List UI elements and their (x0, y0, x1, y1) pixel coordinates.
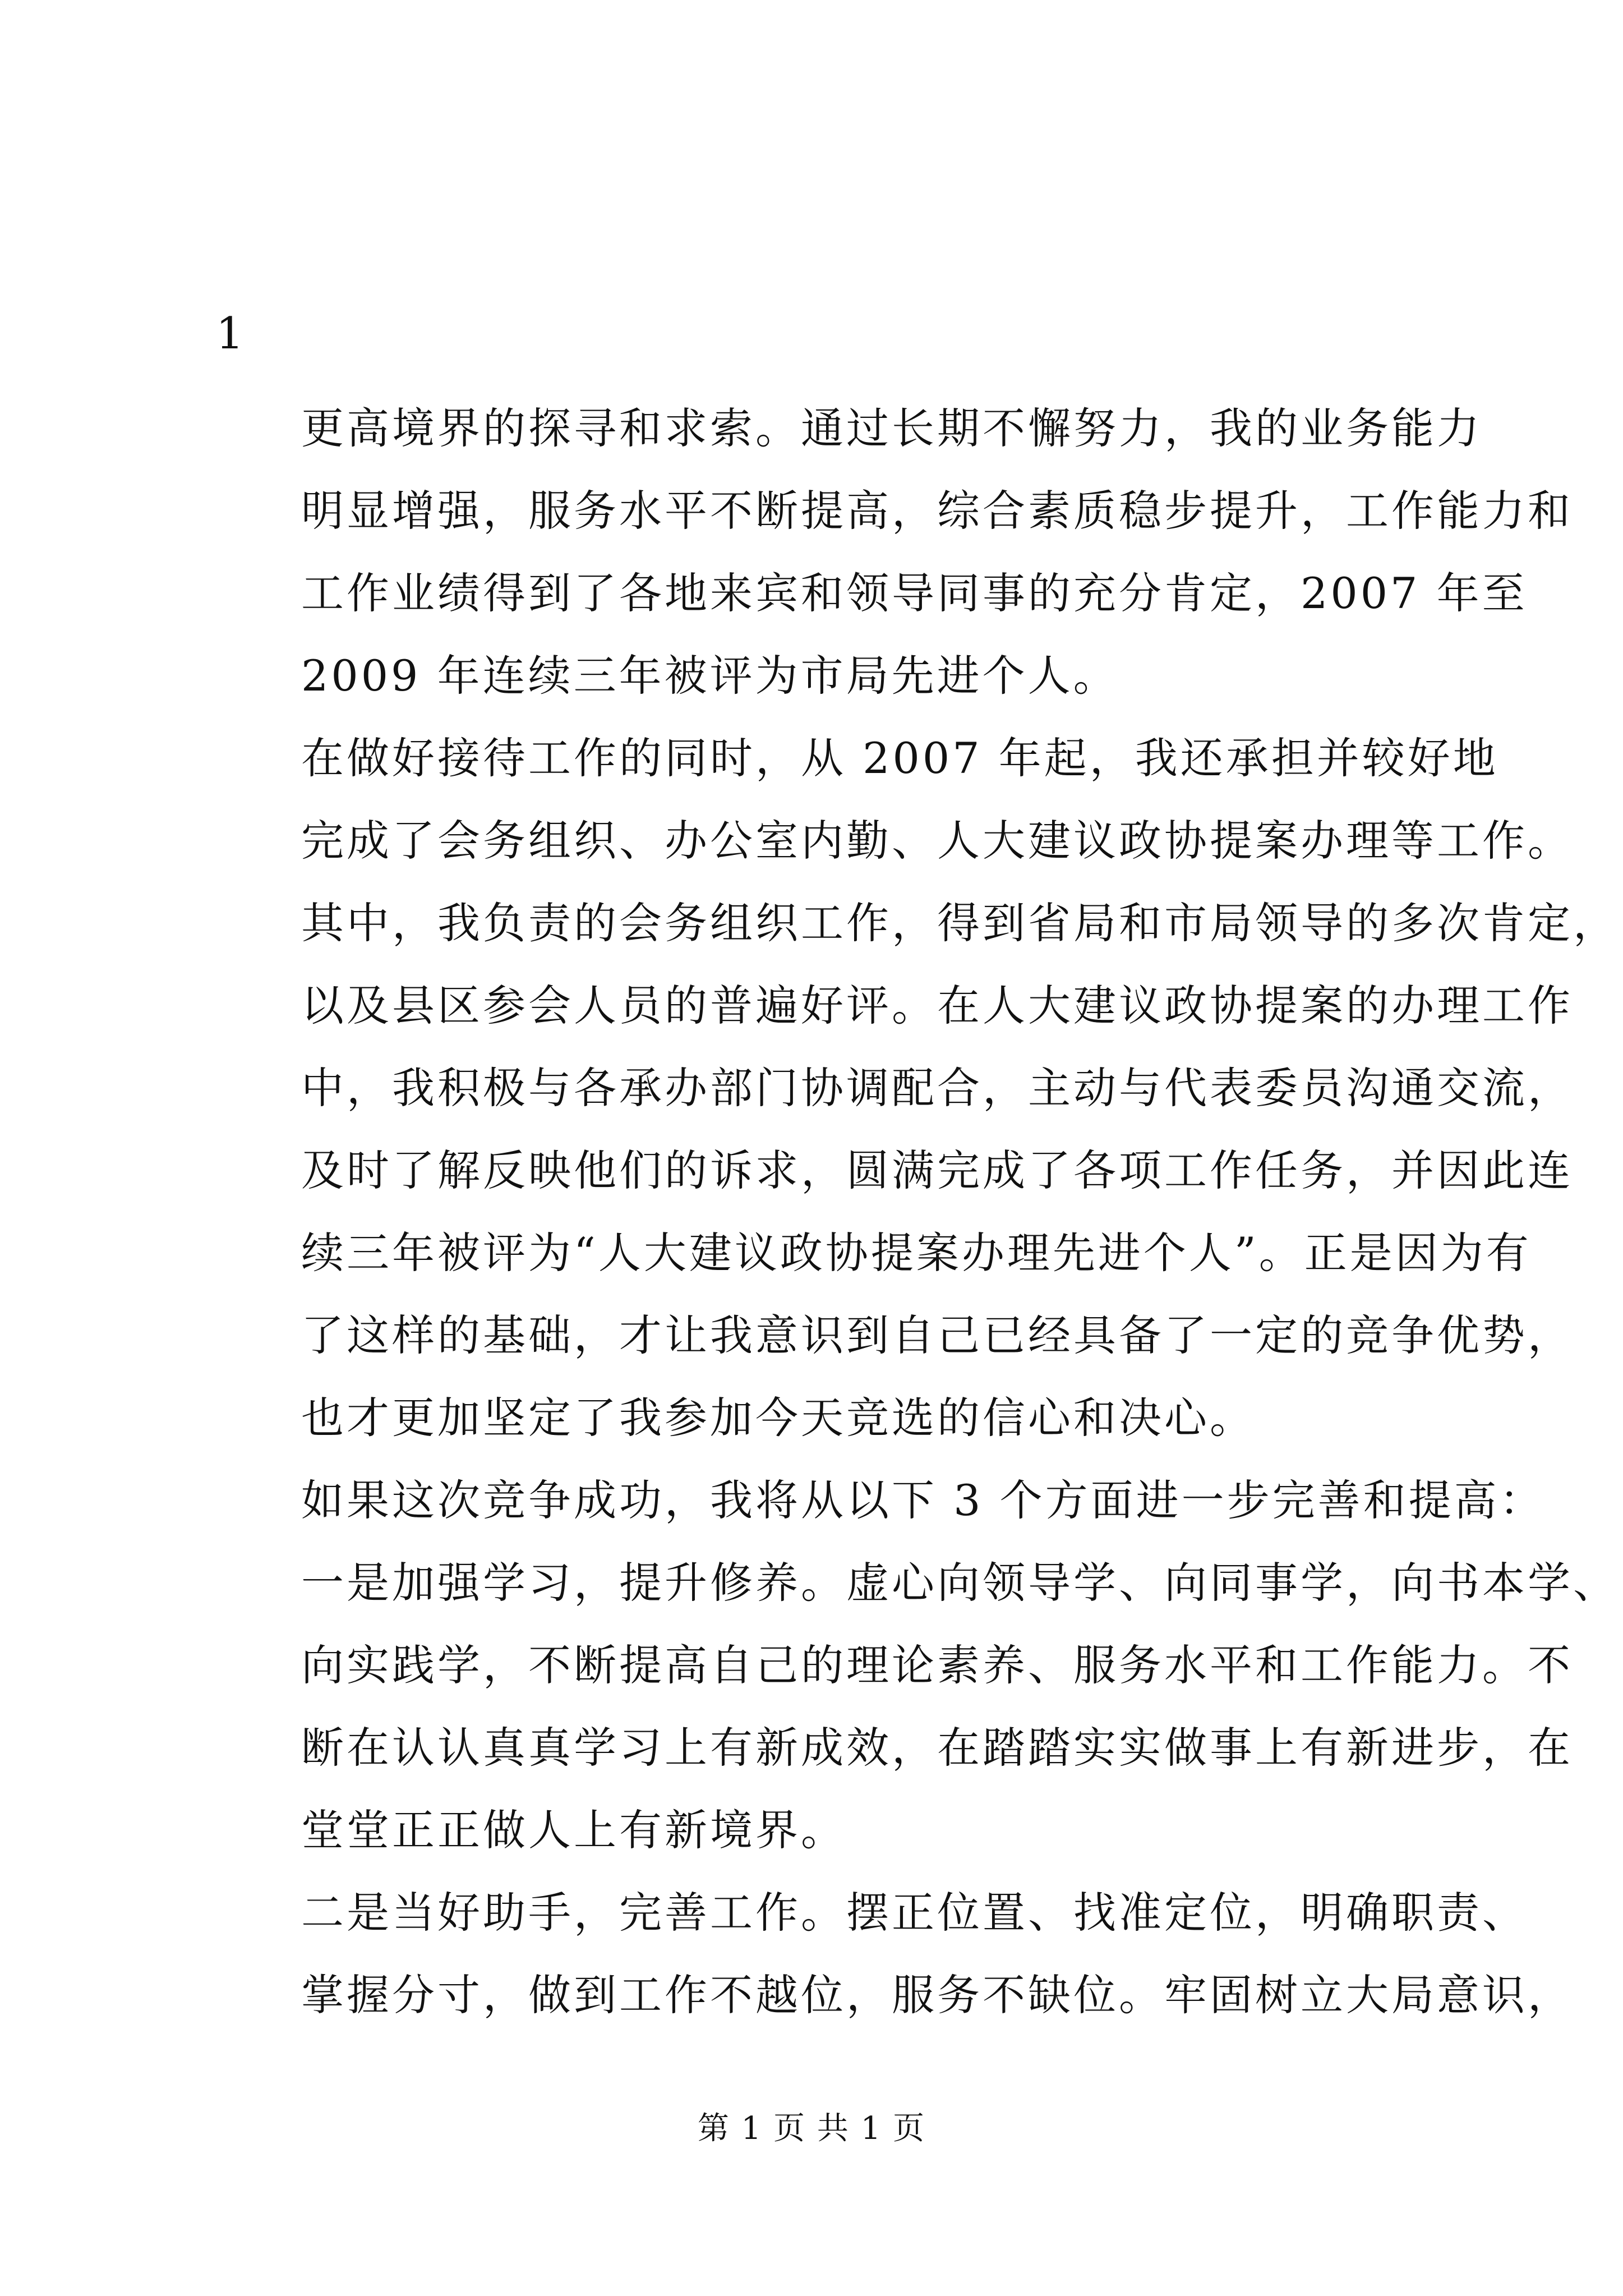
paragraph (216, 387, 1573, 717)
text-line: 及时了解反映他们的诉求，圆满完成了各项工作任务，并因此连 (301, 1145, 1573, 1195)
text-line: 二是当好助手，完善工作。摆正位置、找准定位，明确职责、 (301, 1888, 1528, 1938)
text-line: 2009 年连续三年被评为市局先进个人。 (301, 651, 1119, 701)
page-number-top: 1 (216, 309, 244, 359)
text-line: 明显增强，服务水平不断提高，综合素质稳步提升，工作能力和 (301, 486, 1573, 536)
text-line: 了这样的基础，才让我意识到自己已经具备了一定的竞争优势， (301, 1310, 1573, 1360)
text-line: 以及县区参会人员的普遍好评。在人大建议政协提案的办理工作 (301, 981, 1573, 1030)
text-line: 如果这次竞争成功，我将从以下 3 个方面进一步完善和提高： (301, 1475, 1545, 1525)
text-line: 完成了会务组织、办公室内勤、人大建议政协提案办理等工作。 (301, 816, 1573, 866)
text-line: 在做好接待工作的同时，从 2007 年起，我还承担并较好地 (301, 733, 1498, 783)
text-line: 续三年被评为“人大建议政协提案办理先进个人”。正是因为有 (301, 1228, 1532, 1278)
document-body (216, 387, 1619, 2036)
paragraph (216, 717, 1619, 1459)
text-line: 向实践学，不断提高自己的理论素养、服务水平和工作能力。不 (301, 1640, 1573, 1690)
page-footer: 第 1 页 共 1 页 (697, 2110, 926, 2147)
text-line: 也才更加坚定了我参加今天竞选的信心和决心。 (301, 1393, 1255, 1443)
text-line: 堂堂正正做人上有新境界。 (301, 1805, 846, 1855)
text-line: 其中，我负责的会务组织工作，得到省局和市局领导的多次肯定， (301, 898, 1619, 948)
text-line: 断在认认真真学习上有新成效，在踏踏实实做事上有新进步，在 (301, 1723, 1573, 1773)
text-line: 一是加强学习，提升修养。虚心向领导学、向同事学，向书本学、 (301, 1558, 1619, 1608)
text-line: 掌握分寸，做到工作不越位，服务不缺位。牢固树立大局意识， (301, 1970, 1573, 2020)
text-line: 工作业绩得到了各地来宾和领导同事的充分肯定，2007 年至 (301, 568, 1528, 618)
paragraph (216, 1459, 1619, 1871)
text-line: 中，我积极与各承办部门协调配合，主动与代表委员沟通交流， (301, 1063, 1573, 1113)
paragraph (216, 1871, 1573, 2036)
text-line: 更高境界的探寻和求索。通过长期不懈努力，我的业务能力 (301, 403, 1482, 453)
